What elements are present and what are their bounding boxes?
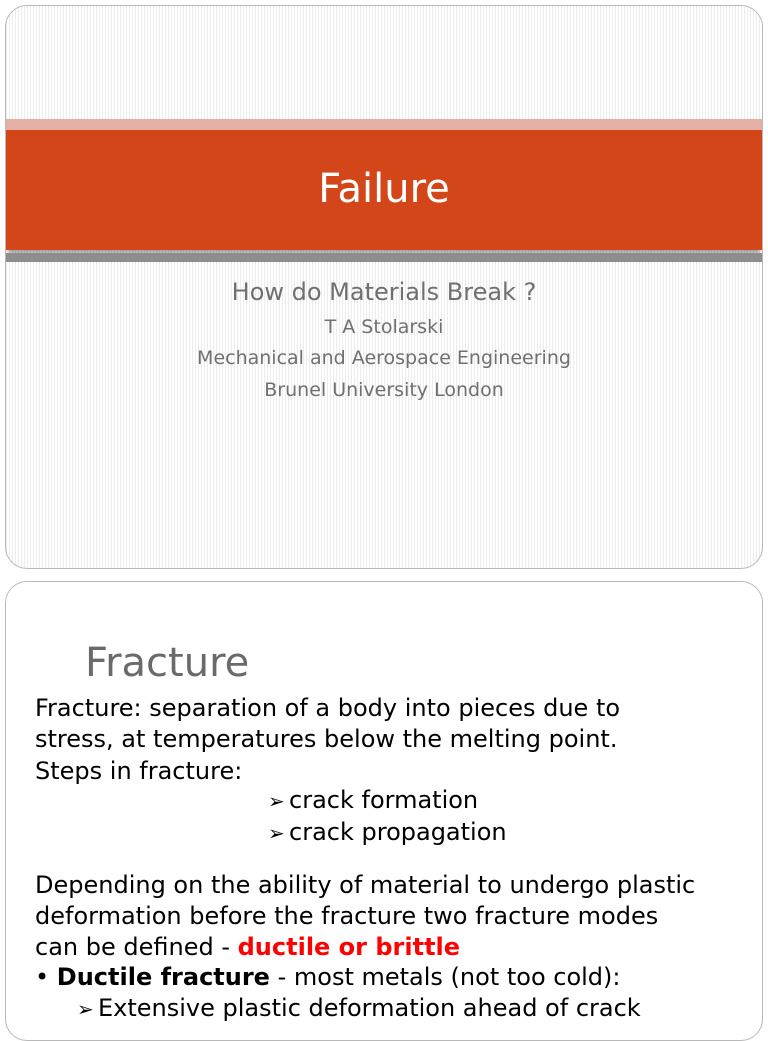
definition-line-2: stress, at temperatures below the melting point. xyxy=(35,725,618,753)
bullet-rest-text: - most metals (not too cold): xyxy=(269,963,621,991)
modes-line-3-prefix: can be defined - xyxy=(35,933,238,961)
bullet-dot-icon: • xyxy=(35,963,50,991)
arrow-bullet-icon: ➢ xyxy=(77,997,94,1021)
bullet-bold-text: Ductile fracture xyxy=(56,963,270,991)
author-name: T A Stolarski xyxy=(324,316,444,338)
bullet-item xyxy=(35,962,621,993)
modes-line-3 xyxy=(35,932,460,963)
step-item xyxy=(268,817,507,849)
modes-emphasis: ductile or brittle xyxy=(237,933,461,961)
slide-title: Failure xyxy=(318,166,450,212)
slide-heading: Fracture xyxy=(85,640,250,686)
sub-bullet-item xyxy=(77,993,641,1025)
fracture-slide xyxy=(5,581,763,1041)
slide-subtitle: How do Materials Break ? xyxy=(231,278,537,306)
department-name: Mechanical and Aerospace Engineering xyxy=(197,347,571,369)
step-text: crack formation xyxy=(289,786,479,814)
modes-line-1: Depending on the ability of material to undergo plastic xyxy=(35,871,696,899)
step-item xyxy=(268,785,478,817)
steps-label: Steps in fracture: xyxy=(35,757,243,785)
title-band-shadow-stripe xyxy=(6,253,762,262)
sub-bullet-text: Extensive plastic deformation ahead of crack xyxy=(98,994,641,1022)
step-text: crack propagation xyxy=(289,818,507,846)
title-slide xyxy=(5,5,763,569)
university-name: Brunel University London xyxy=(264,379,504,401)
definition-line-1: Fracture: separation of a body into pieces due to xyxy=(35,694,621,722)
arrow-bullet-icon: ➢ xyxy=(268,821,285,845)
title-band-top-stripe xyxy=(6,119,762,130)
arrow-bullet-icon: ➢ xyxy=(268,789,285,813)
modes-line-2: deformation before the fracture two fracture modes xyxy=(35,902,659,930)
